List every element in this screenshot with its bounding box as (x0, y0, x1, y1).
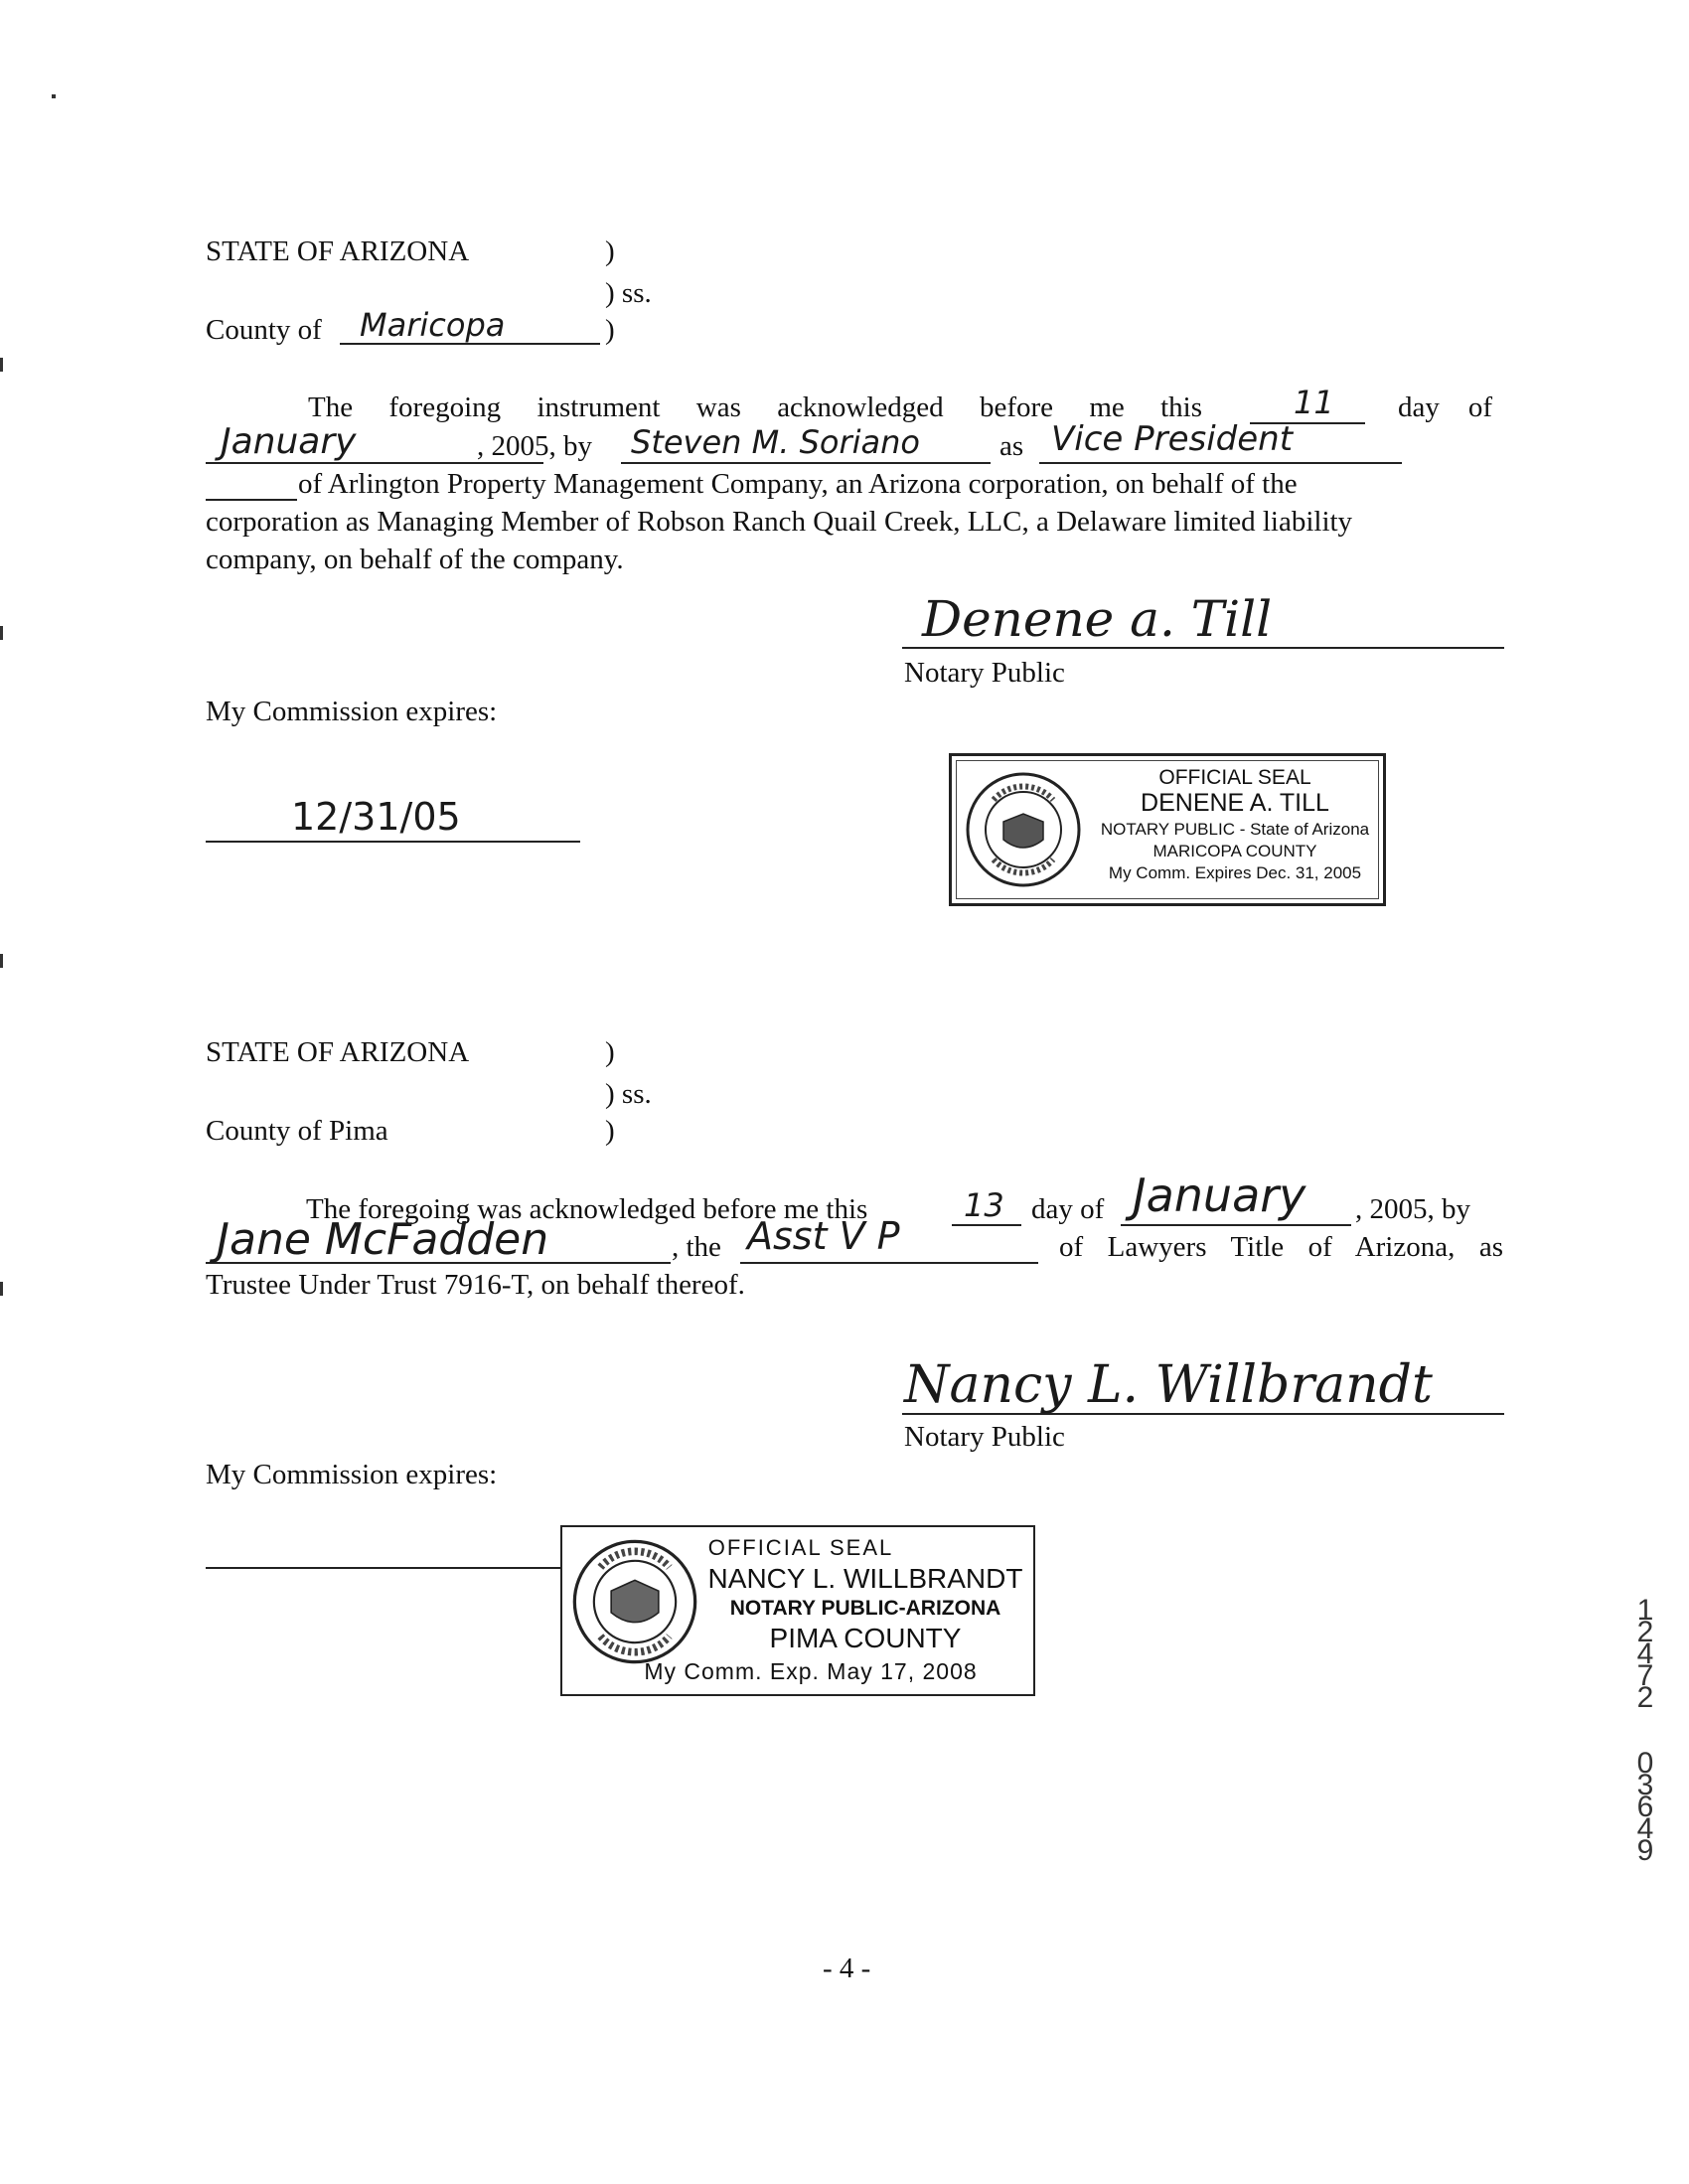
ack-line-5: company, on behalf of the company. (206, 544, 624, 575)
day-of-label: day of (1398, 391, 1493, 423)
month-handwritten: January (221, 421, 357, 462)
ss-label: ) ss. (605, 277, 652, 309)
day2-of-label: day of (1031, 1193, 1105, 1225)
blank-underline (206, 499, 297, 501)
seal2-line-2: PIMA COUNTY (769, 1623, 962, 1653)
seal-line-3: My Comm. Expires Dec. 31, 2005 (1108, 863, 1362, 882)
day2-handwritten: 13 (964, 1186, 1004, 1224)
paren: ) (605, 235, 615, 267)
year-by-label: , 2005, by (477, 430, 592, 462)
county-prefix: County of (206, 314, 322, 346)
state-label: STATE OF ARIZONA (206, 1036, 470, 1068)
notary2-signature: Nancy L. Willbrandt (904, 1355, 1433, 1415)
signer2-handwritten: Jane McFadden (217, 1214, 549, 1265)
paren: ) (605, 1036, 615, 1068)
word: foregoing (388, 391, 502, 423)
paren: ) (605, 314, 615, 346)
ack2-line-1a: The foregoing was acknowledged before me this (306, 1193, 868, 1225)
scan-edge-mark (0, 954, 3, 968)
official-seal-pima (560, 1525, 1035, 1696)
commission-expires-label: My Commission expires: (206, 696, 498, 727)
scan-edge-mark (0, 358, 3, 372)
ack2-line-3: Trustee Under Trust 7916-T, on behalf thereof. (206, 1269, 745, 1301)
ack-line-3: of Arlington Property Management Company, an Arizona corporation, on behalf of the (298, 468, 1298, 500)
title-underline (1039, 462, 1402, 464)
scan-edge-mark (0, 1282, 3, 1296)
paren: ) (605, 1115, 615, 1147)
word: was (695, 391, 741, 423)
seal-line-1: NOTARY PUBLIC - State of Arizona (1100, 820, 1370, 839)
word: before (979, 391, 1054, 423)
year2-by-label: , 2005, by (1355, 1193, 1470, 1225)
county-label: County of Pima (206, 1115, 388, 1147)
seal2-name: NANCY L. WILLBRANDT (707, 1563, 1023, 1594)
commission2-expires-label: My Commission expires: (206, 1459, 498, 1490)
as-label: as (999, 430, 1024, 462)
seal2-line-3: My Comm. Exp. May 17, 2008 (644, 1658, 978, 1684)
notary2-public-label: Notary Public (904, 1421, 1065, 1453)
state-label: STATE OF ARIZONA (206, 235, 470, 267)
notary-public-label: Notary Public (904, 657, 1065, 689)
word: The (308, 391, 354, 423)
seal-title: OFFICIAL SEAL (1158, 766, 1311, 789)
month2-underline (1121, 1224, 1351, 1226)
title2-underline (740, 1262, 1038, 1264)
official-seal-maricopa (949, 753, 1386, 906)
page-number: - 4 - (823, 1952, 871, 1984)
title2-handwritten: Asst V P (747, 1214, 900, 1258)
ss-label: ) ss. (605, 1078, 652, 1110)
seal-name: DENENE A. TILL (1141, 789, 1329, 817)
day2-underline (952, 1224, 1021, 1226)
commission2-date-line (206, 1567, 563, 1569)
notary-signature: Denene a. Till (922, 590, 1273, 648)
signer-underline (621, 462, 991, 464)
word: me (1089, 391, 1125, 423)
day-handwritten: 11 (1294, 384, 1334, 421)
month2-handwritten: January (1133, 1169, 1306, 1222)
word: this (1160, 391, 1202, 423)
arizona-seal-emblem-icon (570, 1537, 699, 1666)
seal2-title: OFFICIAL SEAL (707, 1535, 894, 1560)
signer-handwritten: Steven M. Soriano (631, 423, 920, 461)
recording-number: 1 2 4 7 2 0 3 6 4 9 (1636, 1594, 1654, 1867)
arizona-seal-emblem-icon (964, 770, 1083, 889)
the-label: , the (672, 1231, 721, 1263)
title-handwritten: Vice President (1051, 419, 1294, 459)
commission-date-line (206, 841, 580, 843)
word: acknowledged (777, 391, 944, 423)
scan-edge-mark (0, 626, 3, 640)
commission-date-handwritten: 12/31/05 (291, 795, 461, 839)
scan-dot (52, 94, 56, 98)
ack-line-4: corporation as Managing Member of Robson Ranch Quail Creek, LLC, a Delaware limited liability (206, 506, 1353, 538)
lawyers-title-label: of Lawyers Title of Arizona, as (1059, 1231, 1503, 1263)
seal2-line-1: NOTARY PUBLIC-ARIZONA (729, 1597, 1001, 1620)
word: instrument (537, 391, 661, 423)
county-handwritten: Maricopa (360, 306, 506, 344)
seal-line-2: MARICOPA COUNTY (1152, 842, 1317, 860)
